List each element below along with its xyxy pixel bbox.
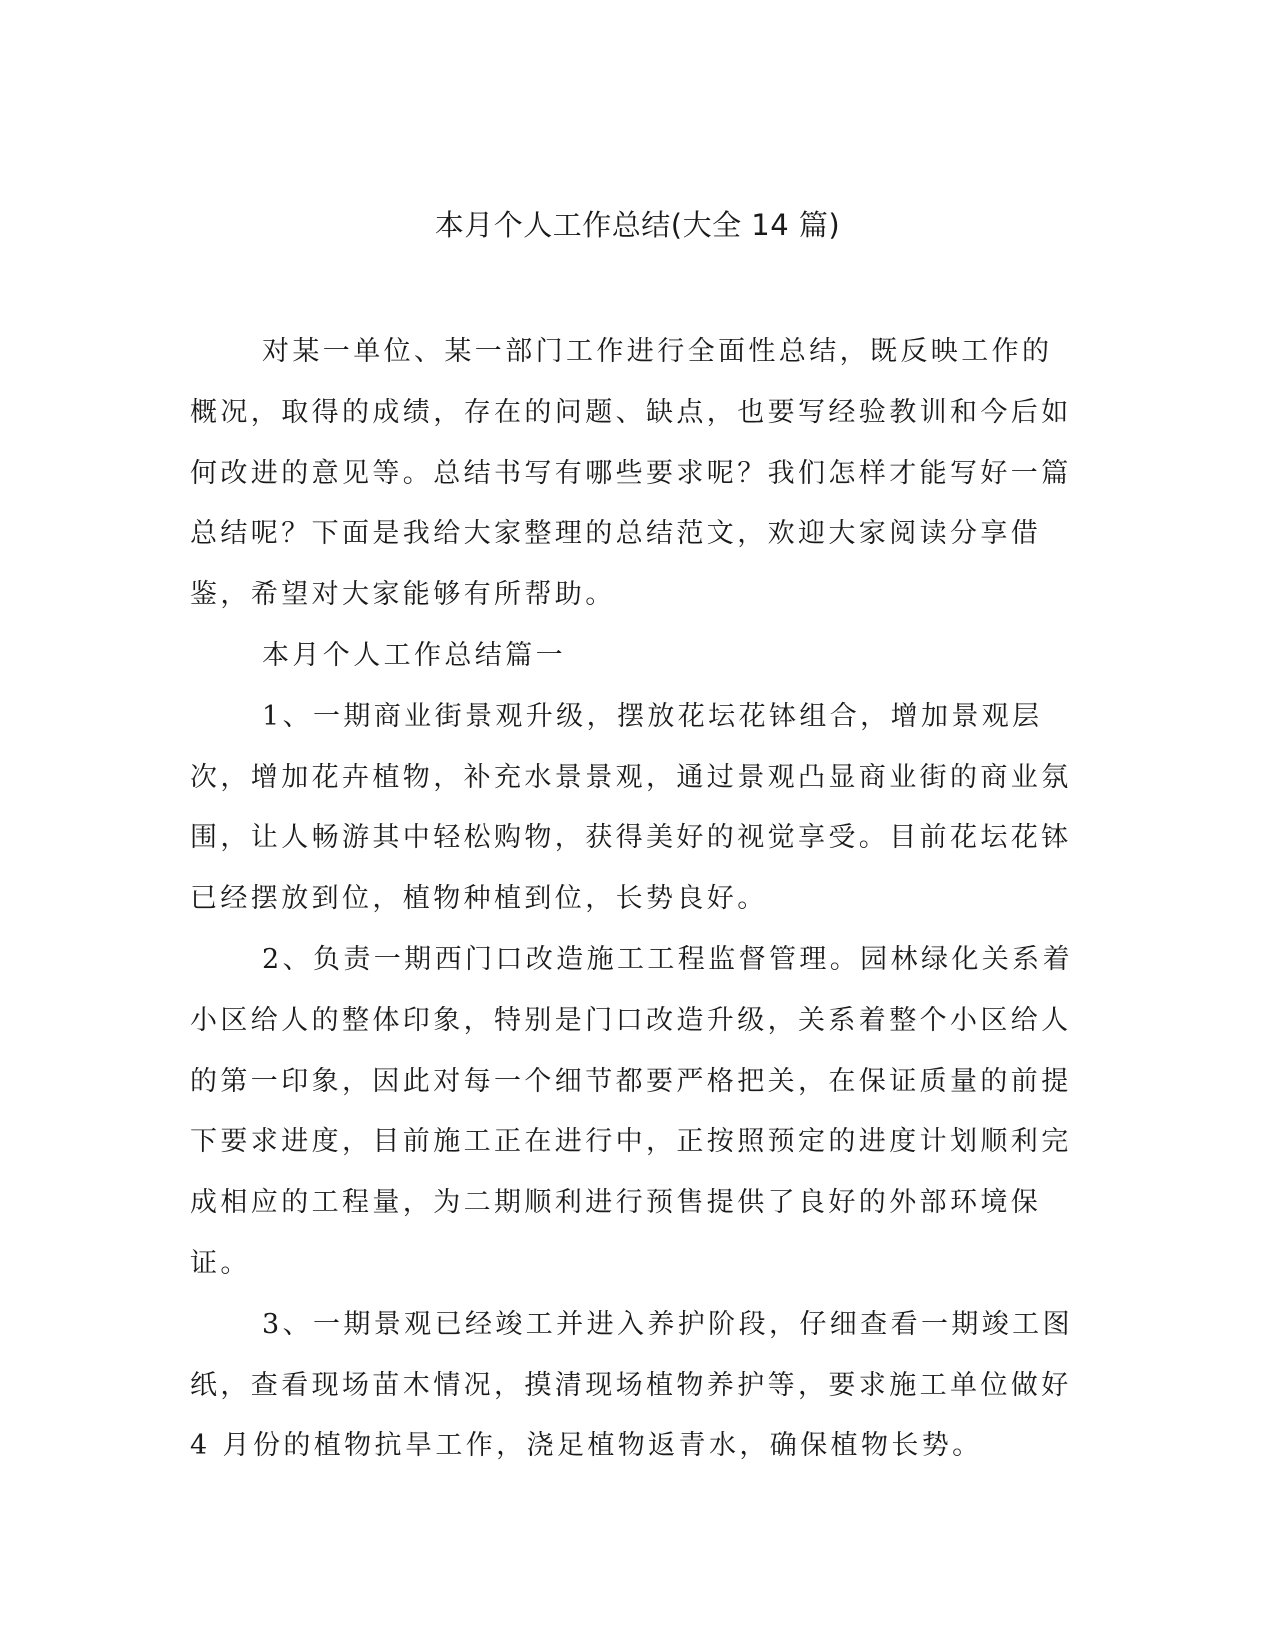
document-body — [190, 322, 1080, 1477]
section-heading: 本月个人工作总结篇一 — [262, 639, 566, 671]
item-paragraph-2: 2、负责一期西门口改造施工工程监督管理。园林绿化关系着小区给人的整体印象，特别是门口改造升级，关系着整个小区给人的第一印象，因此对每一个细节都要严格把关，在保证质量的前提下要求进度，目前施工正在进行中，正按照预定的进度计划顺利完成相应的工程量，为二期顺利进行预售提供了良好的外部环境保证。 — [190, 943, 1073, 1279]
document-title: 本月个人工作总结(大全 14 篇) — [434, 208, 841, 242]
intro-paragraph: 对某一单位、某一部门工作进行全面性总结，既反映工作的概况，取得的成绩，存在的问题、缺点，也要写经验教训和今后如何改进的意见等。总结书写有哪些要求呢？我们怎样才能写好一篇总结呢？下面是我给大家整理的总结范文，欢迎大家阅读分享借鉴，希望对大家能够有所帮助。 — [190, 336, 1072, 611]
item-paragraph-3: 3、一期景观已经竣工并进入养护阶段，仔细查看一期竣工图纸，查看现场苗木情况，摸清现场植物养护等，要求施工单位做好 4 月份的植物抗旱工作，浇足植物返青水，确保植物长势。 — [190, 1308, 1073, 1462]
item-paragraph-1: 1、一期商业街景观升级，摆放花坛花钵组合，增加景观层次，增加花卉植物，补充水景景观，通过景观凸显商业街的商业氛围，让人畅游其中轻松购物，获得美好的视觉享受。目前花坛花钵已经摆放到位，植物种植到位，长势良好。 — [190, 700, 1072, 915]
